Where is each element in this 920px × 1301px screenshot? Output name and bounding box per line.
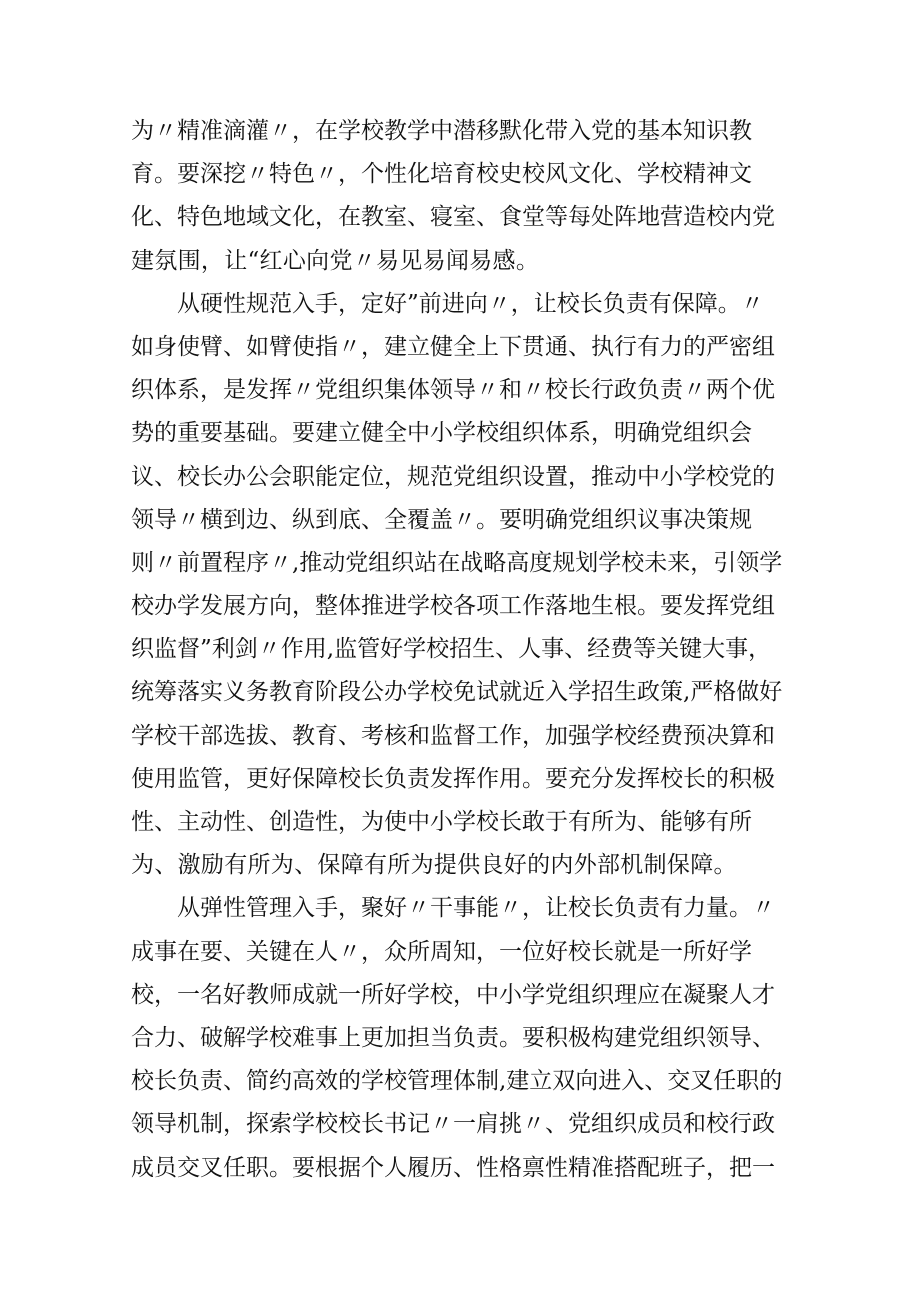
text-line: 建氛围，让“红心向党〃易见易闻易感。: [131, 247, 540, 274]
text-line: 议、校长办公会职能定位，规范党组织设置，推动中小学校党的: [131, 463, 775, 490]
text-line: 成事在要、关键在人〃，众所周知，一位好校长就是一所好学: [131, 938, 752, 965]
text-line: 为、激励有所为、保障有所为提供良好的内外部机制保障。: [131, 852, 737, 879]
text-line: 势的重要基础。要建立健全中小学校组织体系，明确党组织会: [131, 420, 752, 447]
text-line: 使用监管，更好保障校长负责发挥作用。要充分发挥校长的积极: [131, 765, 775, 792]
text-line: 育。要深挖〃特色〃，个性化培育校史校风文化、学校精神文: [131, 161, 752, 188]
text-line: 织体系，是发挥〃党组织集体领导〃和〃校长行政负责〃两个优: [131, 377, 775, 404]
text-line: 校长负责、简约高效的学校管理体制,建立双向进入、交叉任职的: [131, 1068, 783, 1095]
text-line: 领导机制，探索学校校长书记〃一肩挑〃、党组织成员和校行政: [131, 1111, 775, 1138]
text-line: 成员交叉任职。要根据个人履历、性格禀性精准搭配班子，把一: [131, 1154, 775, 1181]
text-line: 为〃精准滴灌〃，在学校教学中潜移默化带入党的基本知识教: [131, 118, 752, 144]
text-line: 合力、破解学校难事上更加担当负责。要积极构建党组织领导、: [131, 1024, 775, 1051]
text-line: 领导〃横到边、纵到底、全覆盖〃。要明确党组织议事决策规: [131, 506, 752, 533]
paragraph-first-line: 从弹性管理入手，聚好〃干事能〃，让校长负责有力量。〃: [177, 895, 775, 922]
text-line: 如身使臂、如臂使指〃，建立健全上下贯通、执行有力的严密组: [131, 333, 775, 360]
text-line: 则〃前置程序〃,推动党组织站在战略高度规划学校未来，引领学: [131, 549, 783, 576]
paragraph-first-line: 从硬性规范入手，定好”前进向〃，让校长负责有保障。〃: [177, 290, 764, 317]
text-line: 学校干部选拔、教育、考核和监督工作，加强学校经费预决算和: [131, 722, 775, 749]
body-text: [131, 110, 791, 1190]
text-line: 统筹落实义务教育阶段公办学校免试就近入学招生政策,严格做好: [131, 679, 783, 706]
text-line: 校办学发展方向，整体推进学校各项工作落地生根。要发挥党组: [131, 593, 775, 620]
text-line: 织监督”利剑〃作用,监管好学校招生、人事、经费等关键大事，: [131, 636, 772, 663]
text-line: 校，一名好教师成就一所好学校，中小学党组织理应在凝聚人才: [131, 981, 775, 1008]
text-line: 性、主动性、创造性，为使中小学校长敢于有所为、能够有所: [131, 809, 752, 835]
text-line: 化、特色地域文化，在教室、寝室、食堂等每处阵地营造校内党: [131, 204, 775, 231]
